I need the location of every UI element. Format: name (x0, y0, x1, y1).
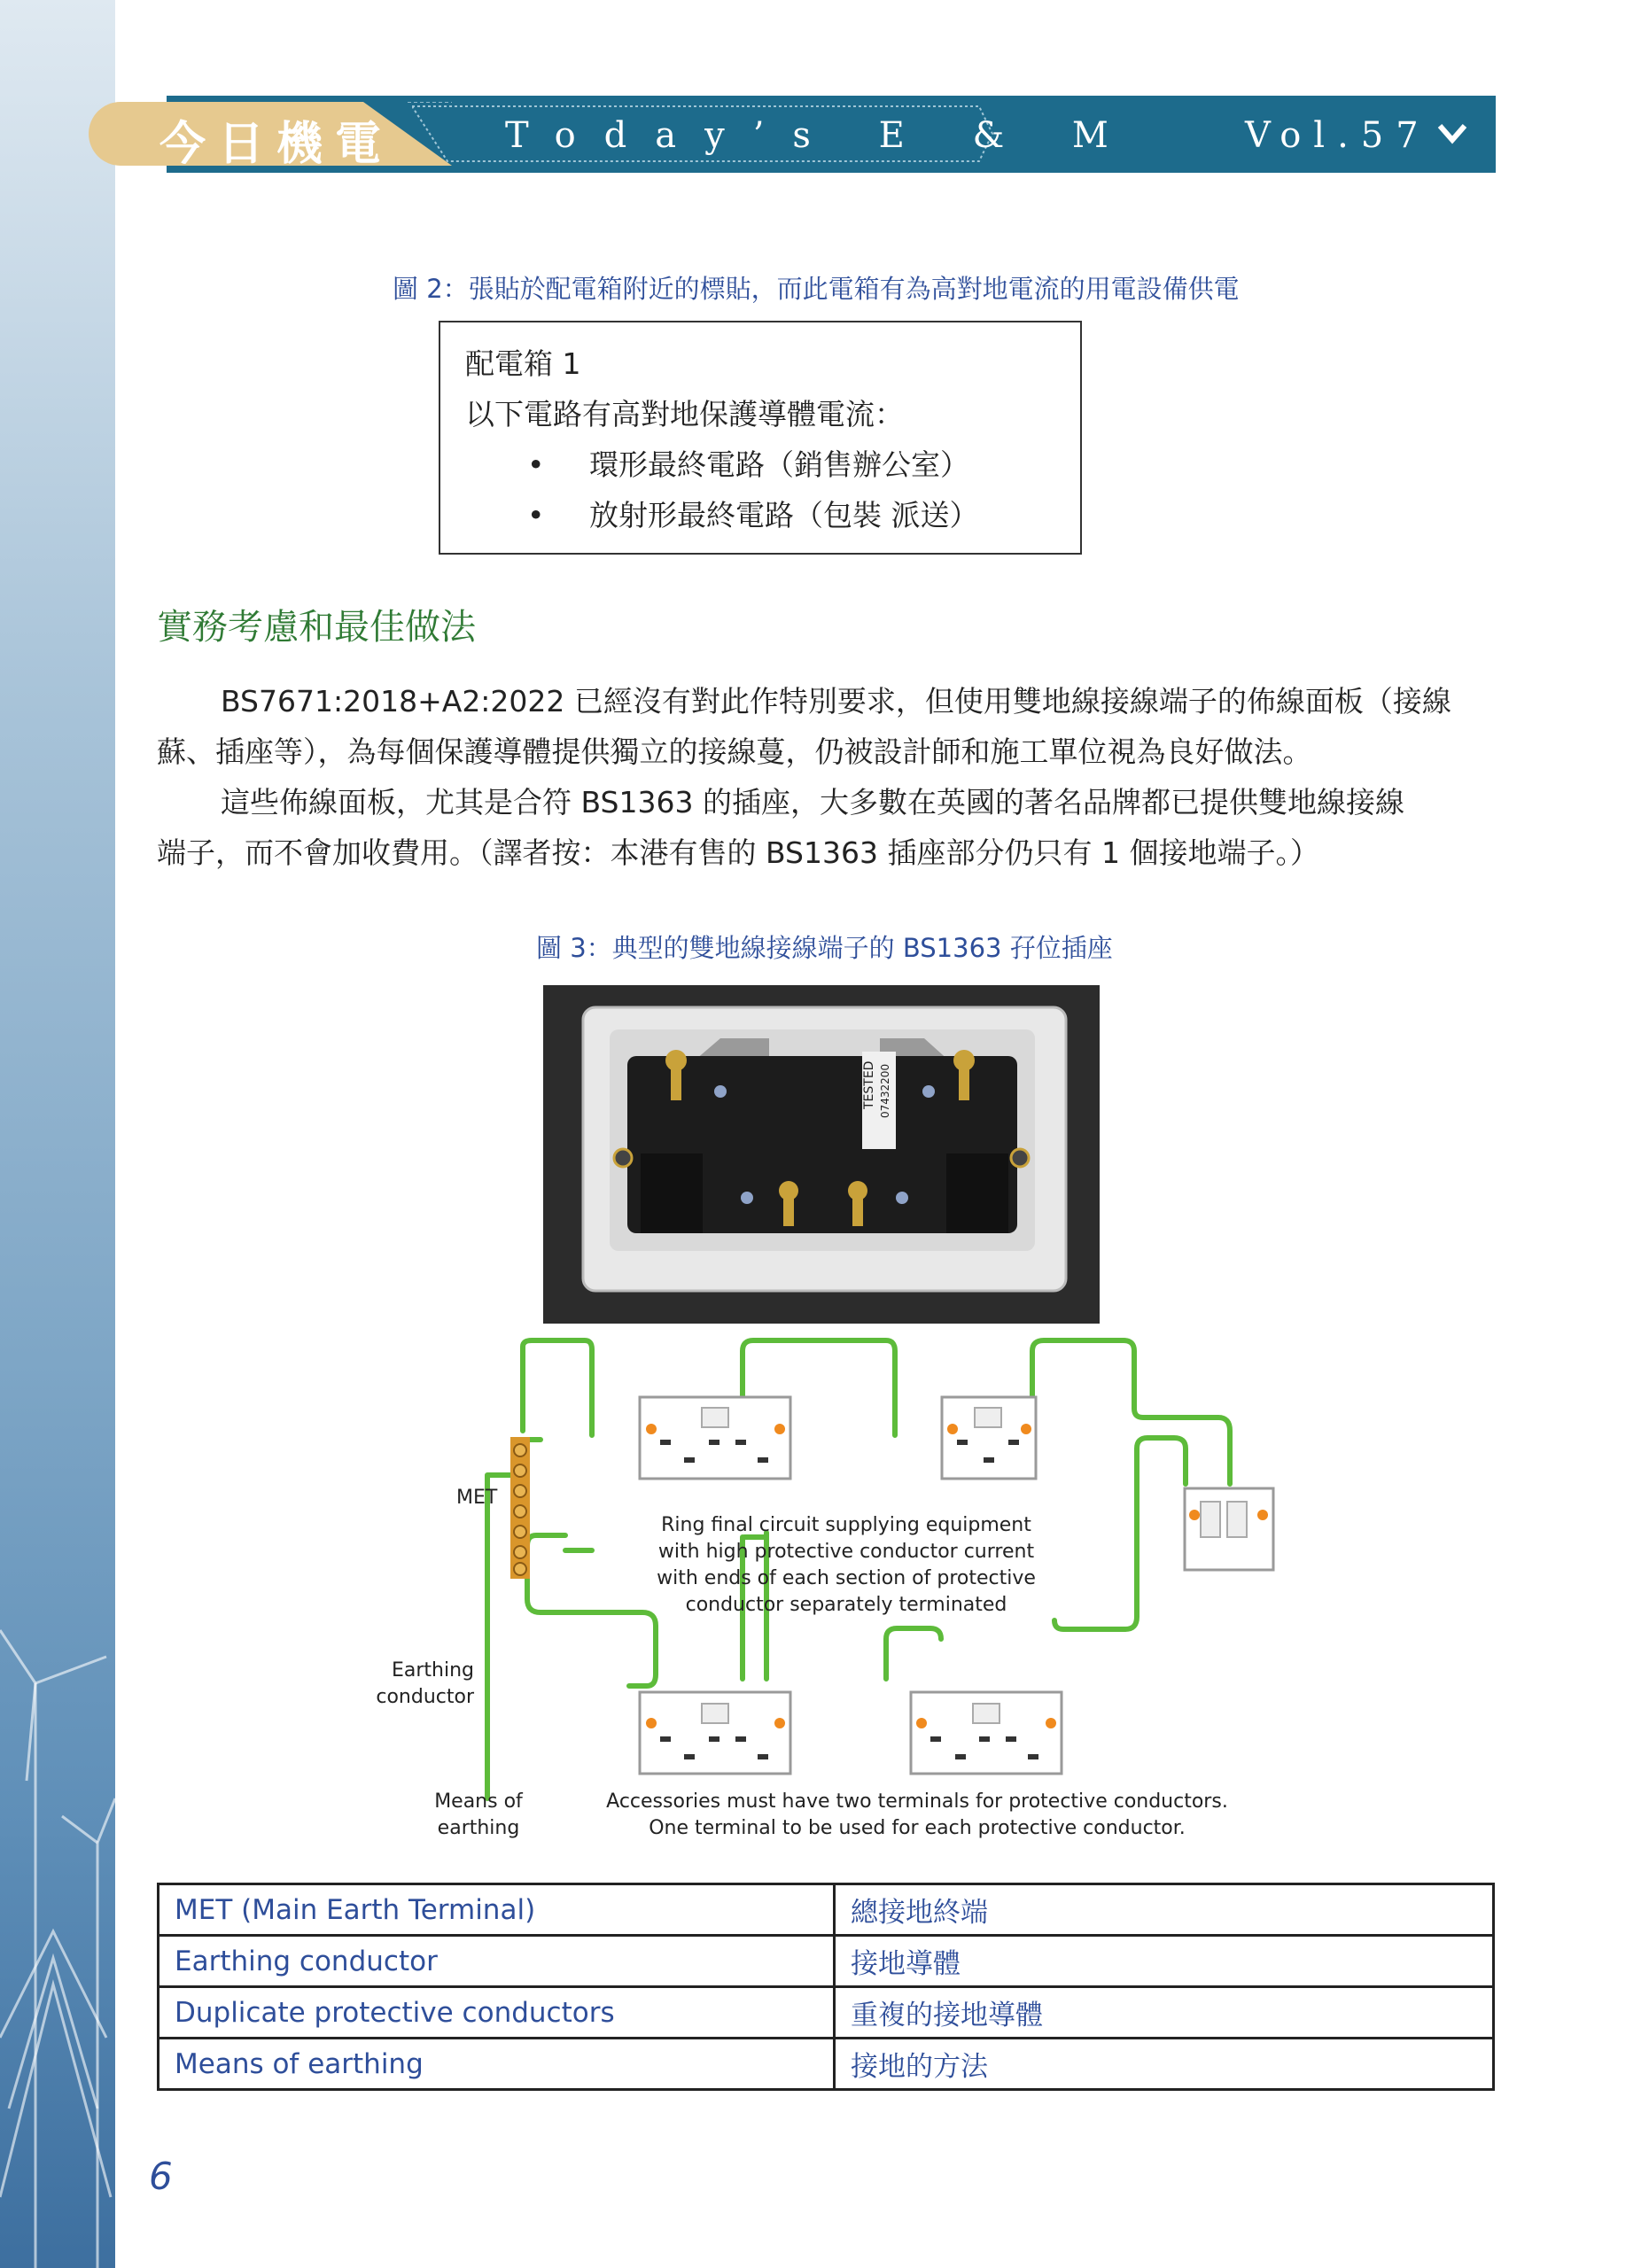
figure3-caption: 圖 3：典型的雙地線接線端子的 BS1363 孖位插座 (536, 933, 1113, 963)
wind-turbine-illustration (0, 1577, 115, 2268)
paragraph-2-line-1: 這些佈線面板，尤其是合符 BS1363 的插座，大多數在英國的著名品牌都已提供雙地線接線 (221, 785, 1404, 819)
table-row (159, 1936, 1494, 1987)
ring-circuit-diagram (354, 1333, 1294, 1852)
glossary-chinese: 總接地終端 (835, 1884, 1494, 1936)
means-of-earthing-label-2: earthing (437, 1817, 520, 1839)
earthing-conductor-label-1: Earthing (391, 1659, 474, 1682)
decorative-sidebar (0, 0, 115, 2268)
table-row (159, 2039, 1494, 2090)
page-number: 6 (149, 2155, 173, 2198)
glossary-english: Means of earthing (159, 2039, 835, 2090)
ring-circuit-drawing (354, 1333, 1294, 1852)
table-row (159, 1987, 1494, 2039)
paragraph-2-line-2: 端子，而不會加收費用。（譯者按：本港有售的 BS1363 插座部分仍只有 1 個接地端子。） (157, 835, 1319, 870)
magazine-title: 今日機電 (159, 118, 394, 171)
ring-text-line-2: with high protective conductor current (657, 1541, 1035, 1563)
means-of-earthing-label-1: Means of (434, 1790, 523, 1813)
chevron-down-icon[interactable] (1437, 122, 1467, 145)
figure2-caption: 圖 2：張貼於配電箱附近的標貼，而此電箱有為高對地電流的用電設備供電 (393, 274, 1240, 304)
ring-text-line-3: with ends of each section of protective (657, 1567, 1036, 1589)
notice-bullet-text: 放射形最終電路（包裝 派送） (589, 498, 979, 532)
serial-label: 07432200 (879, 1063, 891, 1118)
earthing-conductor-label-2: conductor (376, 1686, 474, 1708)
notice-bullet-1: • 環形最終電路（銷售辦公室） (527, 447, 969, 482)
socket-back-image (543, 985, 1100, 1324)
ring-text-line-4: conductor separately terminated (685, 1594, 1007, 1616)
glossary-chinese: 接地的方法 (835, 2039, 1494, 2090)
notice-label-box (439, 321, 1082, 555)
glossary-chinese: 重複的接地導體 (835, 1987, 1494, 2039)
section-heading: 實務考慮和最佳做法 (157, 607, 476, 648)
table-row (159, 1884, 1494, 1936)
paragraph-1-line-2: 蘇、插座等），為每個保護導體提供獨立的接線蔓，仍被設計師和施工單位視為良好做法。 (157, 734, 1312, 769)
notice-line-1: 配電箱 1 (465, 346, 581, 381)
volume-label: Vol.57 (1245, 115, 1431, 156)
magazine-title-english: Today’s E & M (505, 115, 1137, 156)
paragraph-2 (157, 777, 1495, 878)
accessories-note-line-1: Accessories must have two terminals for protective conductors. (606, 1790, 1228, 1813)
met-label: MET (456, 1487, 498, 1509)
tested-label: TESTED (862, 1060, 876, 1109)
glossary-english: Earthing conductor (159, 1936, 835, 1987)
paragraph-1 (157, 676, 1495, 777)
glossary-table (157, 1883, 1495, 2091)
notice-bullet-text: 環形最終電路（銷售辦公室） (589, 447, 969, 482)
notice-line-2: 以下電路有高對地保護導體電流： (465, 397, 904, 431)
notice-bullet-2: • 放射形最終電路（包裝 派送） (527, 498, 979, 532)
glossary-chinese: 接地導體 (835, 1936, 1494, 1987)
paragraph-1-line-1: BS7671:2018+A2:2022 已經沒有對此作特別要求，但使用雙地線接線端子的佈線面板（接線 (221, 684, 1451, 718)
ring-text-line-1: Ring final circuit supplying equipment (661, 1514, 1031, 1536)
glossary-english: Duplicate protective conductors (159, 1987, 835, 2039)
glossary-english: MET (Main Earth Terminal) (159, 1884, 835, 1936)
socket-photo (543, 985, 1100, 1324)
accessories-note-line-2: One terminal to be used for each protective conductor. (649, 1817, 1186, 1839)
